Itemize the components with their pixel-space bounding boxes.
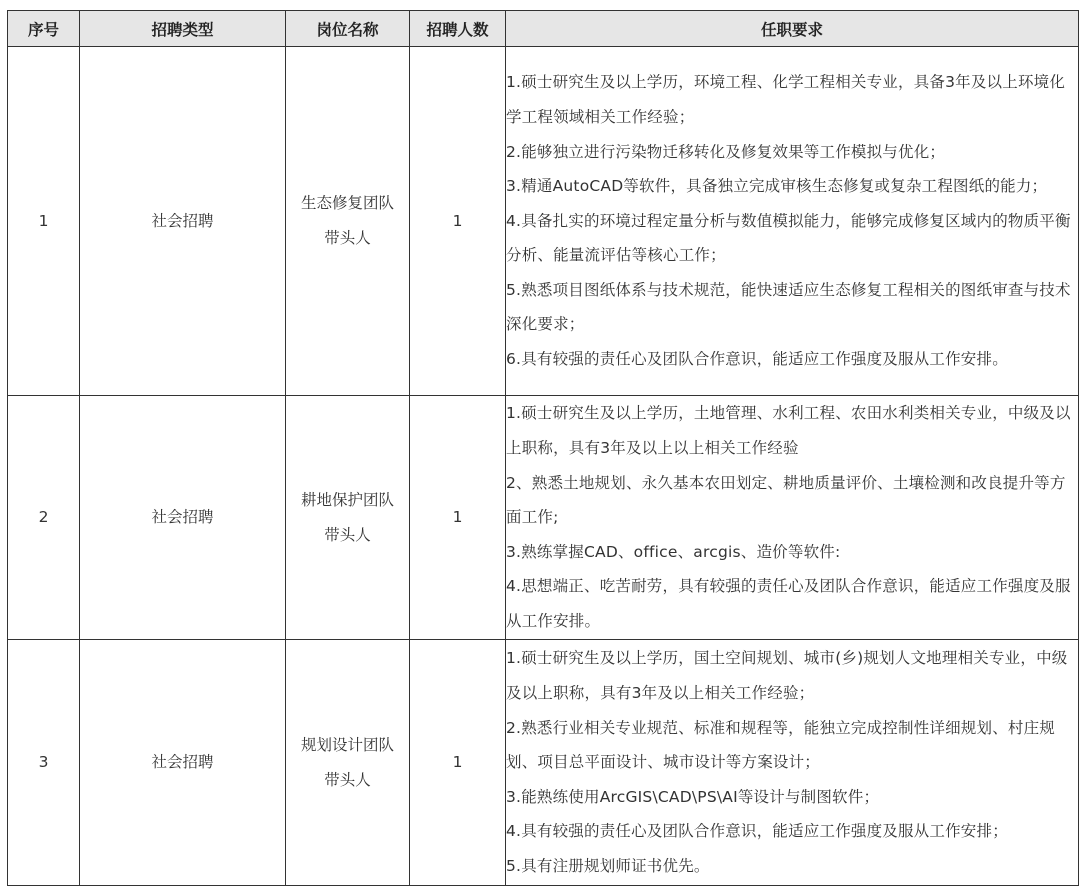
header-position: 岗位名称: [286, 11, 410, 47]
table-row: [8, 396, 1079, 640]
header-index: 序号: [8, 11, 80, 47]
row-count: 1: [410, 640, 506, 886]
requirement-item: 2、熟悉土地规划、永久基本农田划定、耕地质量评价、土壤检测和改良提升等方面工作;: [506, 473, 1066, 527]
table-row: [8, 47, 1079, 396]
row-position: [286, 640, 410, 886]
position-line: 带头人: [324, 770, 371, 789]
table-row: [8, 640, 1079, 886]
position-line: 带头人: [324, 525, 371, 544]
recruitment-table: [7, 10, 1079, 886]
requirement-item: 4.思想端正、吃苦耐劳，具有较强的责任心及团队合作意识，能适应工作强度及服从工作安排。: [506, 577, 1071, 630]
position-line: 规划设计团队: [300, 735, 394, 754]
row-count: 1: [410, 396, 506, 640]
requirement-item: 3.能熟练使用ArcGIS\CAD\PS\AI等设计与制图软件；: [506, 787, 880, 806]
requirement-item: 1.硕士研究生及以上学历，国土空间规划、城市(乡)规划人文地理相关专业，中级及以上职称，具有3年及以上相关工作经验；: [506, 649, 1068, 703]
row-position: [286, 396, 410, 640]
requirement-item: 3.熟练掌握CAD、office、arcgis、造价等软件:: [506, 542, 841, 561]
requirement-item: 3.精通AutoCAD等软件，具备独立完成审核生态修复或复杂工程图纸的能力；: [506, 177, 1048, 196]
row-index: 2: [8, 396, 80, 640]
row-requirements: [506, 640, 1079, 886]
row-index: 1: [8, 47, 80, 396]
position-line: 耕地保护团队: [300, 490, 394, 509]
requirement-item: 4.具有较强的责任心及团队合作意识，能适应工作强度及服从工作安排；: [506, 822, 1008, 841]
requirement-item: 5.具有注册规划师证书优先。: [506, 856, 710, 875]
requirement-item: 6.具有较强的责任心及团队合作意识，能适应工作强度及服从工作安排。: [506, 350, 1008, 369]
requirement-item: 2.熟悉行业相关专业规范、标准和规程等，能独立完成控制性详细规划、村庄规划、项目总平面设计、城市设计等方案设计；: [506, 718, 1055, 772]
requirement-item: 4.具备扎实的环境过程定量分析与数值模拟能力，能够完成修复区域内的物质平衡分析、能量流评估等核心工作；: [506, 211, 1071, 265]
header-row: [8, 11, 1079, 47]
requirement-item: 1.硕士研究生及以上学历，环境工程、化学工程相关专业，具备3年及以上环境化学工程领域相关工作经验；: [506, 73, 1066, 126]
row-requirements: [506, 396, 1079, 640]
position-line: 生态修复团队: [300, 194, 394, 212]
requirement-item: 1.硕士研究生及以上学历，土地管理、水利工程、农田水利类相关专业，中级及以上职称，具有3年及以上以上相关工作经验: [506, 404, 1071, 458]
row-type: 社会招聘: [80, 640, 286, 886]
cropped-heading-fragment: [80, 0, 120, 2]
table-header: [8, 11, 1079, 47]
position-line: 带头人: [324, 229, 371, 247]
row-position: [286, 47, 410, 396]
row-requirements: [506, 47, 1079, 396]
requirement-item: 5.熟悉项目图纸体系与技术规范，能快速适应生态修复工程相关的图纸审查与技术深化要求；: [506, 280, 1071, 334]
row-count: 1: [410, 47, 506, 396]
header-requirements: 任职要求: [506, 11, 1079, 47]
header-type: 招聘类型: [80, 11, 286, 47]
row-type: 社会招聘: [80, 47, 286, 396]
row-type: 社会招聘: [80, 396, 286, 640]
requirement-item: 2.能够独立进行污染物迁移转化及修复效果等工作模拟与优化；: [506, 142, 946, 161]
row-index: 3: [8, 640, 80, 886]
header-count: 招聘人数: [410, 11, 506, 47]
